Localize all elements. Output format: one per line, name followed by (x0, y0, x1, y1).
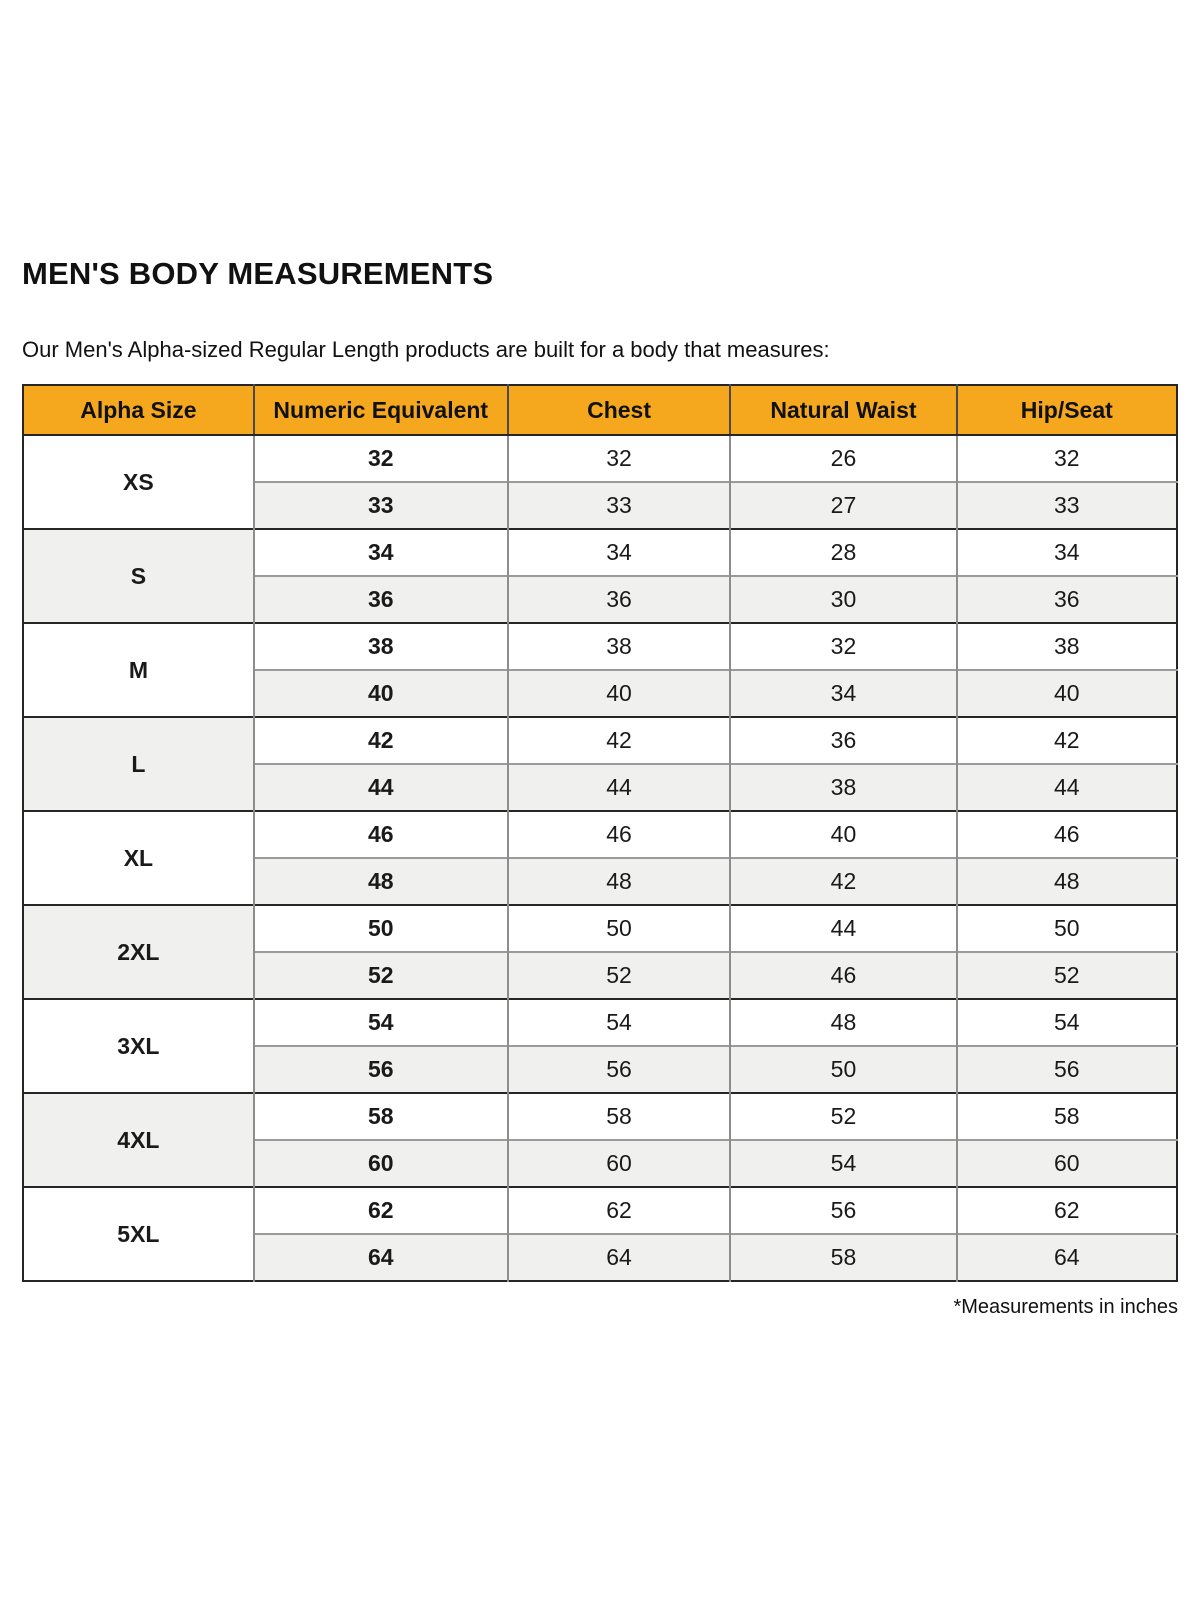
table-row (23, 623, 1177, 670)
hip-seat-cell: 34 (957, 529, 1177, 576)
col-header-numeric-equivalent: Numeric Equivalent (254, 385, 508, 435)
alpha-size-cell: 5XL (23, 1187, 254, 1281)
natural-waist-cell: 36 (730, 717, 956, 764)
page-subtitle: Our Men's Alpha-sized Regular Length products are built for a body that measures: (22, 337, 830, 362)
hip-seat-cell: 62 (957, 1187, 1177, 1234)
numeric-equivalent-cell: 54 (254, 999, 508, 1046)
numeric-equivalent-cell: 44 (254, 764, 508, 811)
hip-seat-cell: 50 (957, 905, 1177, 952)
numeric-equivalent-cell: 34 (254, 529, 508, 576)
table-row (23, 717, 1177, 764)
table-row (23, 529, 1177, 576)
numeric-equivalent-cell: 52 (254, 952, 508, 999)
hip-seat-cell: 44 (957, 764, 1177, 811)
alpha-size-cell: L (23, 717, 254, 811)
numeric-equivalent-cell: 42 (254, 717, 508, 764)
col-header-natural-waist: Natural Waist (730, 385, 956, 435)
chest-cell: 34 (508, 529, 731, 576)
table-row (23, 999, 1177, 1046)
table-row (23, 435, 1177, 482)
numeric-equivalent-cell: 48 (254, 858, 508, 905)
natural-waist-cell: 48 (730, 999, 956, 1046)
chest-cell: 40 (508, 670, 731, 717)
chest-cell: 62 (508, 1187, 731, 1234)
natural-waist-cell: 46 (730, 952, 956, 999)
table-row (23, 905, 1177, 952)
col-header-hip-seat: Hip/Seat (957, 385, 1177, 435)
numeric-equivalent-cell: 50 (254, 905, 508, 952)
alpha-size-cell: 4XL (23, 1093, 254, 1187)
size-table (22, 384, 1178, 1282)
chest-cell: 42 (508, 717, 731, 764)
natural-waist-cell: 30 (730, 576, 956, 623)
natural-waist-cell: 40 (730, 811, 956, 858)
alpha-size-cell: XS (23, 435, 254, 529)
hip-seat-cell: 64 (957, 1234, 1177, 1281)
hip-seat-cell: 42 (957, 717, 1177, 764)
chest-cell: 52 (508, 952, 731, 999)
hip-seat-cell: 46 (957, 811, 1177, 858)
table-row (23, 1093, 1177, 1140)
chest-cell: 44 (508, 764, 731, 811)
chest-cell: 46 (508, 811, 731, 858)
numeric-equivalent-cell: 58 (254, 1093, 508, 1140)
alpha-size-cell: 3XL (23, 999, 254, 1093)
natural-waist-cell: 28 (730, 529, 956, 576)
hip-seat-cell: 33 (957, 482, 1177, 529)
alpha-size-cell: 2XL (23, 905, 254, 999)
col-header-alpha-size: Alpha Size (23, 385, 254, 435)
hip-seat-cell: 36 (957, 576, 1177, 623)
natural-waist-cell: 38 (730, 764, 956, 811)
chest-cell: 50 (508, 905, 731, 952)
table-row (23, 811, 1177, 858)
numeric-equivalent-cell: 46 (254, 811, 508, 858)
natural-waist-cell: 27 (730, 482, 956, 529)
hip-seat-cell: 48 (957, 858, 1177, 905)
numeric-equivalent-cell: 64 (254, 1234, 508, 1281)
chest-cell: 32 (508, 435, 731, 482)
measurements-footnote: *Measurements in inches (953, 1296, 1178, 1318)
natural-waist-cell: 42 (730, 858, 956, 905)
hip-seat-cell: 32 (957, 435, 1177, 482)
hip-seat-cell: 40 (957, 670, 1177, 717)
table-header-row (23, 385, 1177, 435)
numeric-equivalent-cell: 40 (254, 670, 508, 717)
page-title: MEN'S BODY MEASUREMENTS (22, 256, 494, 291)
natural-waist-cell: 50 (730, 1046, 956, 1093)
hip-seat-cell: 54 (957, 999, 1177, 1046)
chest-cell: 56 (508, 1046, 731, 1093)
natural-waist-cell: 34 (730, 670, 956, 717)
numeric-equivalent-cell: 60 (254, 1140, 508, 1187)
natural-waist-cell: 58 (730, 1234, 956, 1281)
natural-waist-cell: 44 (730, 905, 956, 952)
numeric-equivalent-cell: 36 (254, 576, 508, 623)
alpha-size-cell: XL (23, 811, 254, 905)
numeric-equivalent-cell: 33 (254, 482, 508, 529)
chest-cell: 58 (508, 1093, 731, 1140)
natural-waist-cell: 26 (730, 435, 956, 482)
hip-seat-cell: 38 (957, 623, 1177, 670)
col-header-chest: Chest (508, 385, 731, 435)
chest-cell: 60 (508, 1140, 731, 1187)
hip-seat-cell: 52 (957, 952, 1177, 999)
chest-cell: 48 (508, 858, 731, 905)
natural-waist-cell: 54 (730, 1140, 956, 1187)
chest-cell: 38 (508, 623, 731, 670)
numeric-equivalent-cell: 56 (254, 1046, 508, 1093)
chest-cell: 54 (508, 999, 731, 1046)
size-table-body (23, 435, 1177, 1281)
table-row (23, 1187, 1177, 1234)
hip-seat-cell: 60 (957, 1140, 1177, 1187)
numeric-equivalent-cell: 62 (254, 1187, 508, 1234)
alpha-size-cell: S (23, 529, 254, 623)
numeric-equivalent-cell: 32 (254, 435, 508, 482)
chest-cell: 64 (508, 1234, 731, 1281)
hip-seat-cell: 56 (957, 1046, 1177, 1093)
natural-waist-cell: 32 (730, 623, 956, 670)
alpha-size-cell: M (23, 623, 254, 717)
chest-cell: 36 (508, 576, 731, 623)
numeric-equivalent-cell: 38 (254, 623, 508, 670)
natural-waist-cell: 56 (730, 1187, 956, 1234)
hip-seat-cell: 58 (957, 1093, 1177, 1140)
chest-cell: 33 (508, 482, 731, 529)
natural-waist-cell: 52 (730, 1093, 956, 1140)
